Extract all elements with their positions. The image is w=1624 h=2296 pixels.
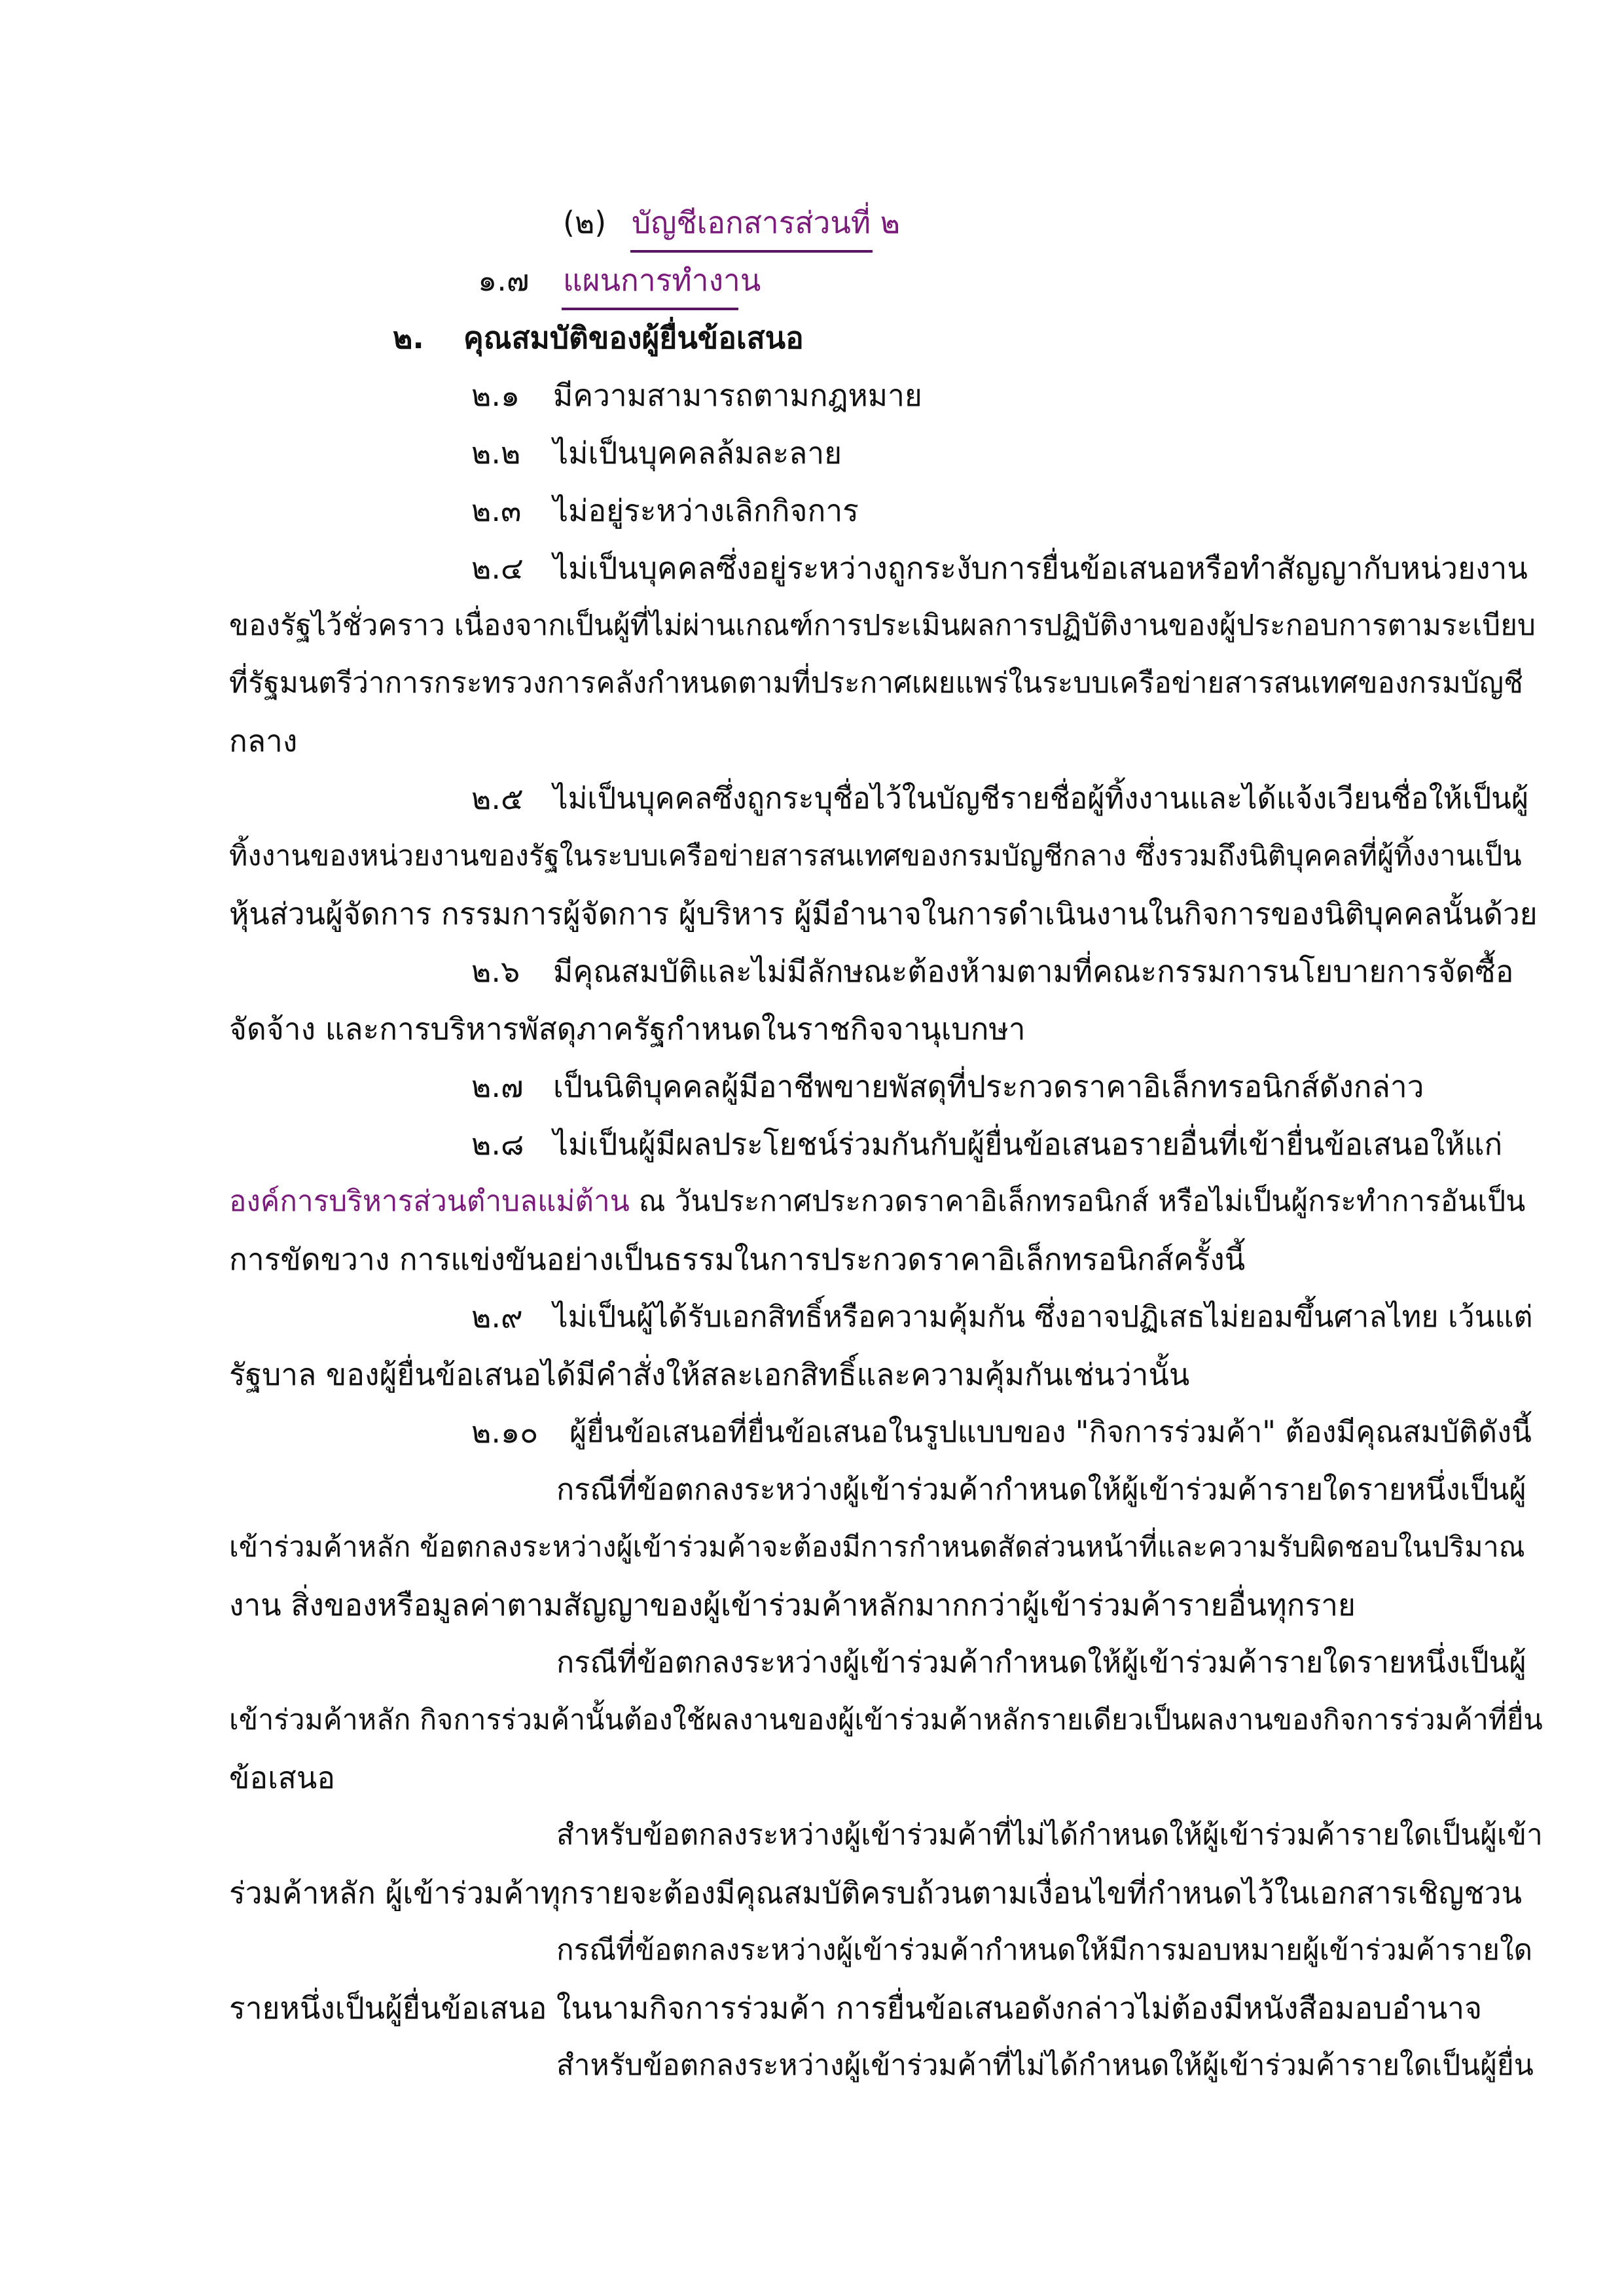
jv-para-1-line-3: งาน สิ่งของหรือมูลค่าตามสัญญาของผู้เข้าร่วมค้าหลักมากกว่าผู้เข้าร่วมค้ารายอื่นทุกราย xyxy=(229,1587,1356,1623)
jv-para-3-line-2: ร่วมค้าหลัก ผู้เข้าร่วมค้าทุกรายจะต้องมีคุณสมบัติครบถ้วนตามเงื่อนไขที่กำหนดไว้ในเอกสารเชิญชวน xyxy=(229,1875,1523,1910)
item-2-8-line-2-rest: ณ วันประกาศประกวดราคาอิเล็กทรอนิกส์ หรือไม่เป็นผู้กระทำการอันเป็น xyxy=(629,1185,1526,1218)
jv-para-3-line-1: สำหรับข้อตกลงระหว่างผู้เข้าร่วมค้าที่ไม่ได้กำหนดให้ผู้เข้าร่วมค้ารายใดเป็นผู้เข้า xyxy=(556,1818,1543,1852)
item-2-10-number: ๒.๑๐ xyxy=(471,1414,539,1450)
item-2-2-text: ไม่เป็นบุคคลล้มละลาย xyxy=(553,435,842,471)
section-2-number: ๒. xyxy=(393,320,424,355)
jv-para-5-line-1: สำหรับข้อตกลงระหว่างผู้เข้าร่วมค้าที่ไม่ได้กำหนดให้ผู้เข้าร่วมค้ารายใดเป็นผู้ยื่น xyxy=(556,2049,1534,2082)
item-1-7-label: แผนการทำงาน xyxy=(563,262,761,298)
item-2-4-line-1: ไม่เป็นบุคคลซึ่งอยู่ระหว่างถูกระงับการยื่นข้อเสนอหรือทำสัญญากับหน่วยงาน xyxy=(553,550,1528,586)
jv-para-2-line-3: ข้อเสนอ xyxy=(229,1760,335,1795)
item-2-underline xyxy=(630,250,873,253)
item-2-9-line-1: ไม่เป็นผู้ได้รับเอกสิทธิ์หรือความคุ้มกัน ซึ่งอาจปฏิเสธไม่ยอมขึ้นศาลไทย เว้นแต่ xyxy=(553,1299,1533,1334)
item-2-9-number: ๒.๙ xyxy=(471,1299,523,1335)
item-2-6-number: ๒.๖ xyxy=(471,954,520,989)
item-2-label: บัญชีเอกสารส่วนที่ ๒ xyxy=(632,205,901,240)
item-1-7-underline xyxy=(562,308,738,310)
item-2-1-text: มีความสามารถตามกฎหมาย xyxy=(553,378,922,413)
item-2-8-line-2 xyxy=(229,1182,1525,1221)
item-2-8-number: ๒.๘ xyxy=(471,1126,524,1162)
item-2-3-text: ไม่อยู่ระหว่างเลิกกิจการ xyxy=(553,493,859,528)
jv-para-4-line-1: กรณีที่ข้อตกลงระหว่างผู้เข้าร่วมค้ากำหนดให้มีการมอบหมายผู้เข้าร่วมค้ารายใด xyxy=(556,1933,1533,1967)
item-2-2-number: ๒.๒ xyxy=(471,435,521,471)
item-2-5-line-2: ทิ้งงานของหน่วยงานของรัฐในระบบเครือข่ายสารสนเทศของกรมบัญชีกลาง ซึ่งรวมถึงนิติบุคคลที่ผู้ทิ้งงานเป็น xyxy=(229,840,1522,872)
item-1-7-number: ๑.๗ xyxy=(478,262,530,298)
item-2-8-line-3: การขัดขวาง การแข่งขันอย่างเป็นธรรมในการประกวดราคาอิเล็กทรอนิกส์ครั้งนี้ xyxy=(229,1242,1246,1277)
organization-name: องค์การบริหารส่วนตำบลแม่ต้าน xyxy=(229,1185,630,1218)
item-2-number: (๒) xyxy=(563,205,607,240)
jv-para-4-line-2: รายหนึ่งเป็นผู้ยื่นข้อเสนอ ในนามกิจการร่วมค้า การยื่นข้อเสนอดังกล่าวไม่ต้องมีหนังสือมอบอำนาจ xyxy=(229,1990,1483,2026)
jv-para-1-line-1: กรณีที่ข้อตกลงระหว่างผู้เข้าร่วมค้ากำหนดให้ผู้เข้าร่วมค้ารายใดรายหนึ่งเป็นผู้ xyxy=(556,1472,1526,1507)
item-2-8-line-1: ไม่เป็นผู้มีผลประโยชน์ร่วมกันกับผู้ยื่นข้อเสนอรายอื่นที่เข้ายื่นข้อเสนอให้แก่ xyxy=(553,1126,1503,1162)
item-2-4-number: ๒.๔ xyxy=(471,550,524,586)
item-2-3-number: ๒.๓ xyxy=(471,493,522,528)
item-2-5-number: ๒.๕ xyxy=(471,781,524,816)
item-2-1-number: ๒.๑ xyxy=(471,378,520,413)
item-2-10-line-1: ผู้ยื่นข้อเสนอที่ยื่นข้อเสนอในรูปแบบของ "กิจการร่วมค้า" ต้องมีคุณสมบัติดังนี้ xyxy=(569,1414,1532,1449)
jv-para-1-line-2: เข้าร่วมค้าหลัก ข้อตกลงระหว่างผู้เข้าร่วมค้าจะต้องมีการกำหนดสัดส่วนหน้าที่และความรับผิดชอบในปริมาณ xyxy=(229,1531,1525,1564)
section-2-title: คุณสมบัติของผู้ยื่นข้อเสนอ xyxy=(463,320,804,355)
item-2-6-line-2: จัดจ้าง และการบริหารพัสดุภาครัฐกำหนดในราชกิจจานุเบกษา xyxy=(229,1011,1026,1047)
item-2-7-text: เป็นนิติบุคคลผู้มีอาชีพขายพัสดุที่ประกวดราคาอิเล็กทรอนิกส์ดังกล่าว xyxy=(553,1069,1424,1104)
item-2-5-line-1: ไม่เป็นบุคคลซึ่งถูกระบุชื่อไว้ในบัญชีรายชื่อผู้ทิ้งงานและได้แจ้งเวียนชื่อให้เป็นผู้ xyxy=(553,781,1529,816)
item-2-5-line-3: หุ้นส่วนผู้จัดการ กรรมการผู้จัดการ ผู้บริหาร ผู้มีอำนาจในการดำเนินงานในกิจการของนิติบุคคลนั้นด้วย xyxy=(229,896,1538,931)
item-2-4-line-4: กลาง xyxy=(229,723,298,759)
item-2-9-line-2: รัฐบาล ของผู้ยื่นข้อเสนอได้มีคำสั่งให้สละเอกสิทธิ์และความคุ้มกันเช่นว่านั้น xyxy=(229,1357,1190,1392)
item-2-7-number: ๒.๗ xyxy=(471,1069,524,1104)
item-2-4-line-3: ที่รัฐมนตรีว่าการกระทรวงการคลังกำหนดตามที่ประกาศเผยแพร่ในระบบเครือข่ายสารสนเทศของกรมบัญชี xyxy=(229,666,1523,700)
jv-para-2-line-2: เข้าร่วมค้าหลัก กิจการร่วมค้านั้นต้องใช้ผลงานของผู้เข้าร่วมค้าหลักรายเดียวเป็นผลงานของกิจการร่วมค้าที่ยื่น xyxy=(229,1704,1543,1736)
item-2-6-line-1: มีคุณสมบัติและไม่มีลักษณะต้องห้ามตามที่คณะกรรมการนโยบายการจัดซื้อ xyxy=(553,954,1514,989)
jv-para-2-line-1: กรณีที่ข้อตกลงระหว่างผู้เข้าร่วมค้ากำหนดให้ผู้เข้าร่วมค้ารายใดรายหนึ่งเป็นผู้ xyxy=(556,1645,1526,1679)
item-2-4-line-2: ของรัฐไว้ชั่วคราว เนื่องจากเป็นผู้ที่ไม่ผ่านเกณฑ์การประเมินผลการปฏิบัติงานของผู้ประกอบการตามระเบียบ xyxy=(229,609,1536,642)
